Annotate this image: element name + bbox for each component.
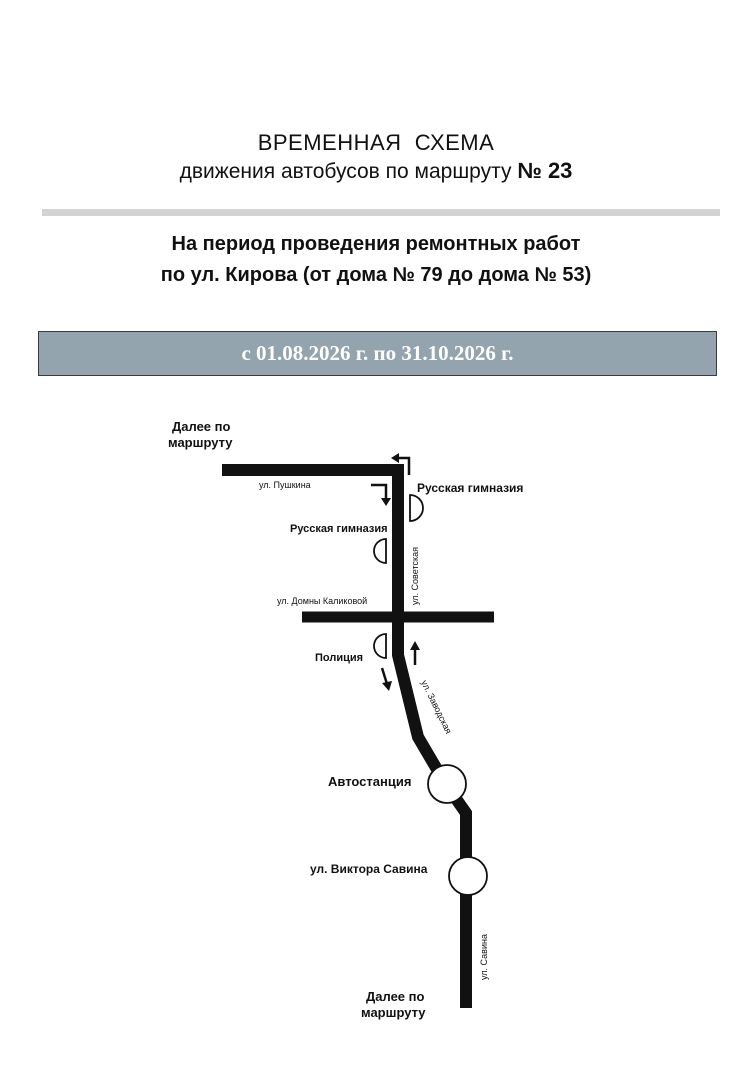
stop-marker-gymnasium-left-icon (374, 539, 386, 563)
continue-top-line2: маршруту (168, 435, 233, 450)
stop-marker-police-icon (374, 634, 386, 658)
continue-top-line1: Далее по (172, 419, 231, 434)
street-pushkina: ул. Пушкина (259, 480, 311, 490)
stop-gymnasium-right: Русская гимназия (417, 481, 524, 495)
stop-marker-gymnasium-right-icon (410, 495, 423, 521)
stop-viktora-savina: ул. Виктора Савина (310, 862, 428, 876)
subtitle-text: движения автобусов по маршруту (179, 160, 512, 183)
stop-police: Полиция (315, 652, 364, 664)
street-zavodskaya: ул. Заводская (419, 678, 454, 736)
continue-bottom-line1: Далее по (366, 989, 425, 1004)
repair-notice-line1: На период проведения ремонтных работ (171, 233, 581, 255)
repair-notice-line2: по ул. Кирова (от дома № 79 до дома № 53) (160, 264, 592, 286)
street-savina: ул. Савина (479, 934, 489, 980)
stop-marker-viktora-savina-icon (449, 857, 487, 895)
arrow-down-icon (382, 668, 392, 691)
route-number: № 23 (517, 158, 573, 183)
street-sovetskaya: ул. Советская (410, 547, 420, 605)
schema-title: ВРЕМЕННАЯ СХЕМА (257, 130, 495, 155)
stop-gymnasium-left: Русская гимназия (290, 523, 388, 535)
period-text: с 01.08.2026 г. по 31.10.2026 г. (241, 341, 514, 365)
continue-bottom-line2: маршруту (361, 1005, 426, 1020)
arrow-up-icon (410, 641, 420, 665)
street-domny-kalikovoy: ул. Домны Каликовой (277, 596, 368, 606)
road-route-main (398, 464, 466, 1008)
stop-bus-station: Автостанция (328, 774, 412, 789)
stop-marker-bus-station-icon (428, 765, 466, 803)
arrow-turn-down-icon (371, 485, 391, 506)
